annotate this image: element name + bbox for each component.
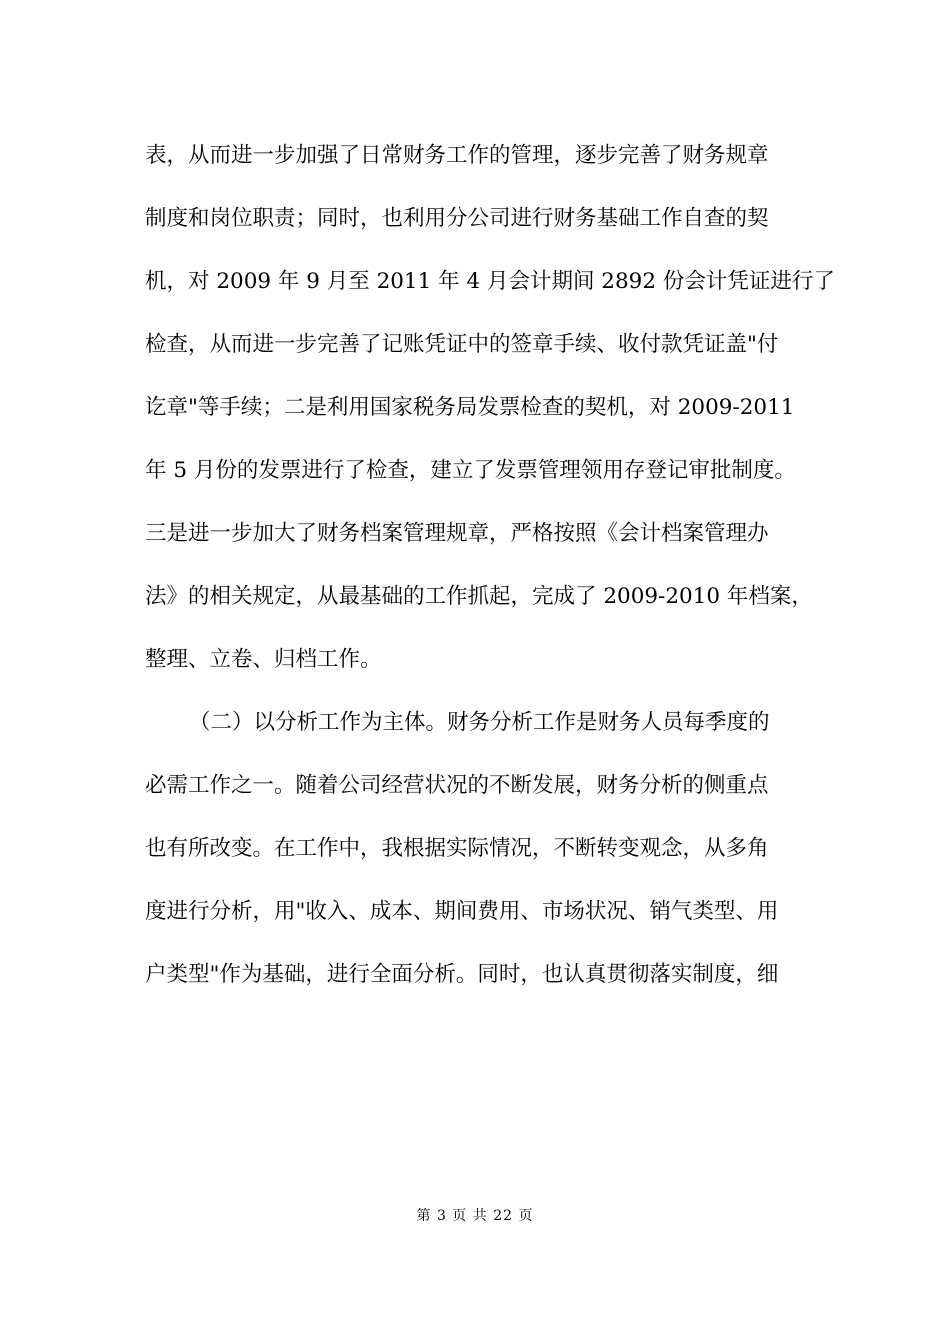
text-line: 户类型"作为基础，进行全面分析。同时，也认真贯彻落实制度，细 [145,962,779,987]
page-number: 第 3 页 共 22 页 [416,1208,534,1224]
text-line: 讫章"等手续；二是利用国家税务局发票检查的契机，对 2009-2011 [145,395,795,420]
text-line: 法》的相关规定，从最基础的工作抓起，完成了 2009-2010 年档案， [145,584,813,609]
text-line: 整理、立卷、归档工作。 [145,647,382,672]
paragraph-start-line: （二）以分析工作为主体。财务分析工作是财务人员每季度的 [189,710,770,735]
text-line: 检查，从而进一步完善了记账凭证中的签章手续、收付款凭证盖"付 [145,332,779,357]
text-line: 三是进一步加大了财务档案管理规章，严格按照《会计档案管理办 [145,521,769,546]
page-footer [0,1206,950,1226]
text-line: 度进行分析，用"收入、成本、期间费用、市场状况、销气类型、用 [145,899,779,924]
text-line: 必需工作之一。随着公司经营状况的不断发展，财务分析的侧重点 [145,773,769,798]
body-text [145,132,835,1014]
text-line: 制度和岗位职责；同时，也利用分公司进行财务基础工作自查的契 [145,206,769,231]
text-line: 表，从而进一步加强了日常财务工作的管理，逐步完善了财务规章 [145,143,769,168]
text-line: 也有所改变。在工作中，我根据实际情况，不断转变观念，从多角 [145,836,769,861]
text-line: 年 5 月份的发票进行了检查，建立了发票管理领用存登记审批制度。 [145,458,796,483]
text-line: 机，对 2009 年 9 月至 2011 年 4 月会计期间 2892 份会计凭证进行了 [145,269,835,294]
